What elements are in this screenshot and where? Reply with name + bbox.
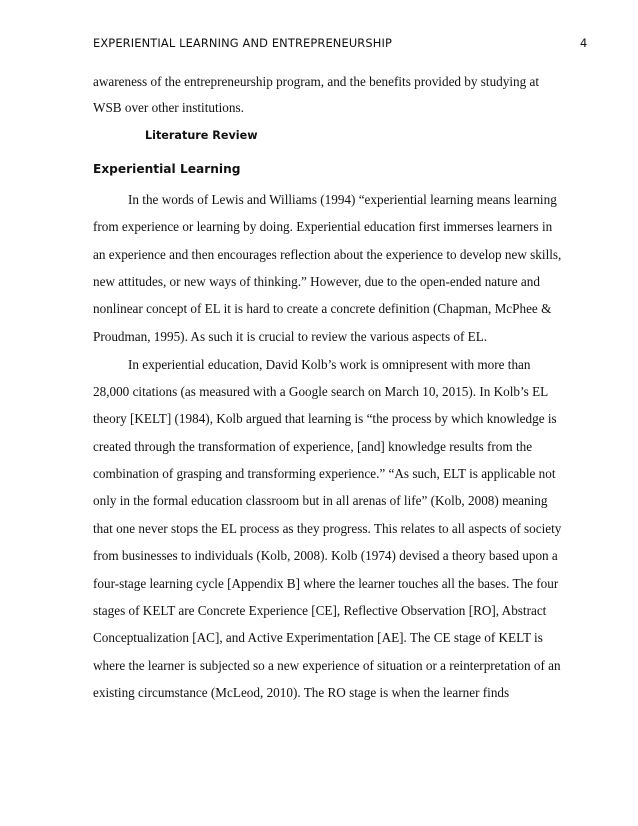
body-line: that one never stops the EL process as they progress. This relates to all aspects of society — [93, 521, 562, 536]
body-line: where the learner is subjected so a new experience of situation or a reinterpretation of an — [93, 658, 561, 673]
body-line: combination of grasping and transforming experience.” “As such, ELT is applicable not — [93, 466, 556, 481]
body-line: Proudman, 1995). As such it is crucial to review the various aspects of EL. — [93, 329, 488, 344]
body-line: from businesses to individuals (Kolb, 2008). Kolb (1974) devised a theory based upon a — [93, 548, 558, 563]
body-line: existing circumstance (McLeod, 2010). The RO stage is when the learner finds — [93, 685, 510, 700]
literature-review-heading: Literature Review — [145, 129, 258, 142]
body-line: created through the transformation of experience, [and] knowledge results from the — [93, 439, 533, 454]
body-line: stages of KELT are Concrete Experience [CE], Reflective Observation [RO], Abstract — [93, 603, 547, 618]
running-head: EXPERIENTIAL LEARNING AND ENTREPRENEURSHIP — [93, 36, 392, 50]
page-number: 4 — [580, 36, 588, 50]
body-line: nonlinear concept of EL it is hard to create a concrete definition (Chapman, McPhee & — [93, 301, 552, 316]
body-line: from experience or learning by doing. Experiential education first immerses learners in — [93, 219, 553, 234]
body-line: new attitudes, or new ways of thinking.” However, due to the open-ended nature and — [93, 274, 540, 289]
body-line: four-stage learning cycle [Appendix B] where the learner touches all the bases. The four — [93, 576, 559, 591]
body-line: an experience and then encourages reflection about the experience to develop new skills, — [93, 247, 562, 262]
body-line: only in the formal education classroom but in all arenas of life” (Kolb, 2008) meaning — [93, 493, 548, 508]
body-line: awareness of the entrepreneurship program, and the benefits provided by studying at — [93, 74, 540, 89]
body-line: Conceptualization [AC], and Active Experimentation [AE]. The CE stage of KELT is — [93, 630, 543, 645]
body-line: In the words of Lewis and Williams (1994) “experiential learning means learning — [128, 192, 557, 207]
body-line: WSB over other institutions. — [93, 100, 244, 115]
body-line: In experiential education, David Kolb’s work is omnipresent with more than — [128, 357, 531, 372]
body-line: theory [KELT] (1984), Kolb argued that learning is “the process by which knowledge is — [93, 411, 557, 426]
section-heading: Experiential Learning — [93, 162, 241, 176]
body-line: 28,000 citations (as measured with a Google search on March 10, 2015). In Kolb’s EL — [93, 384, 549, 399]
